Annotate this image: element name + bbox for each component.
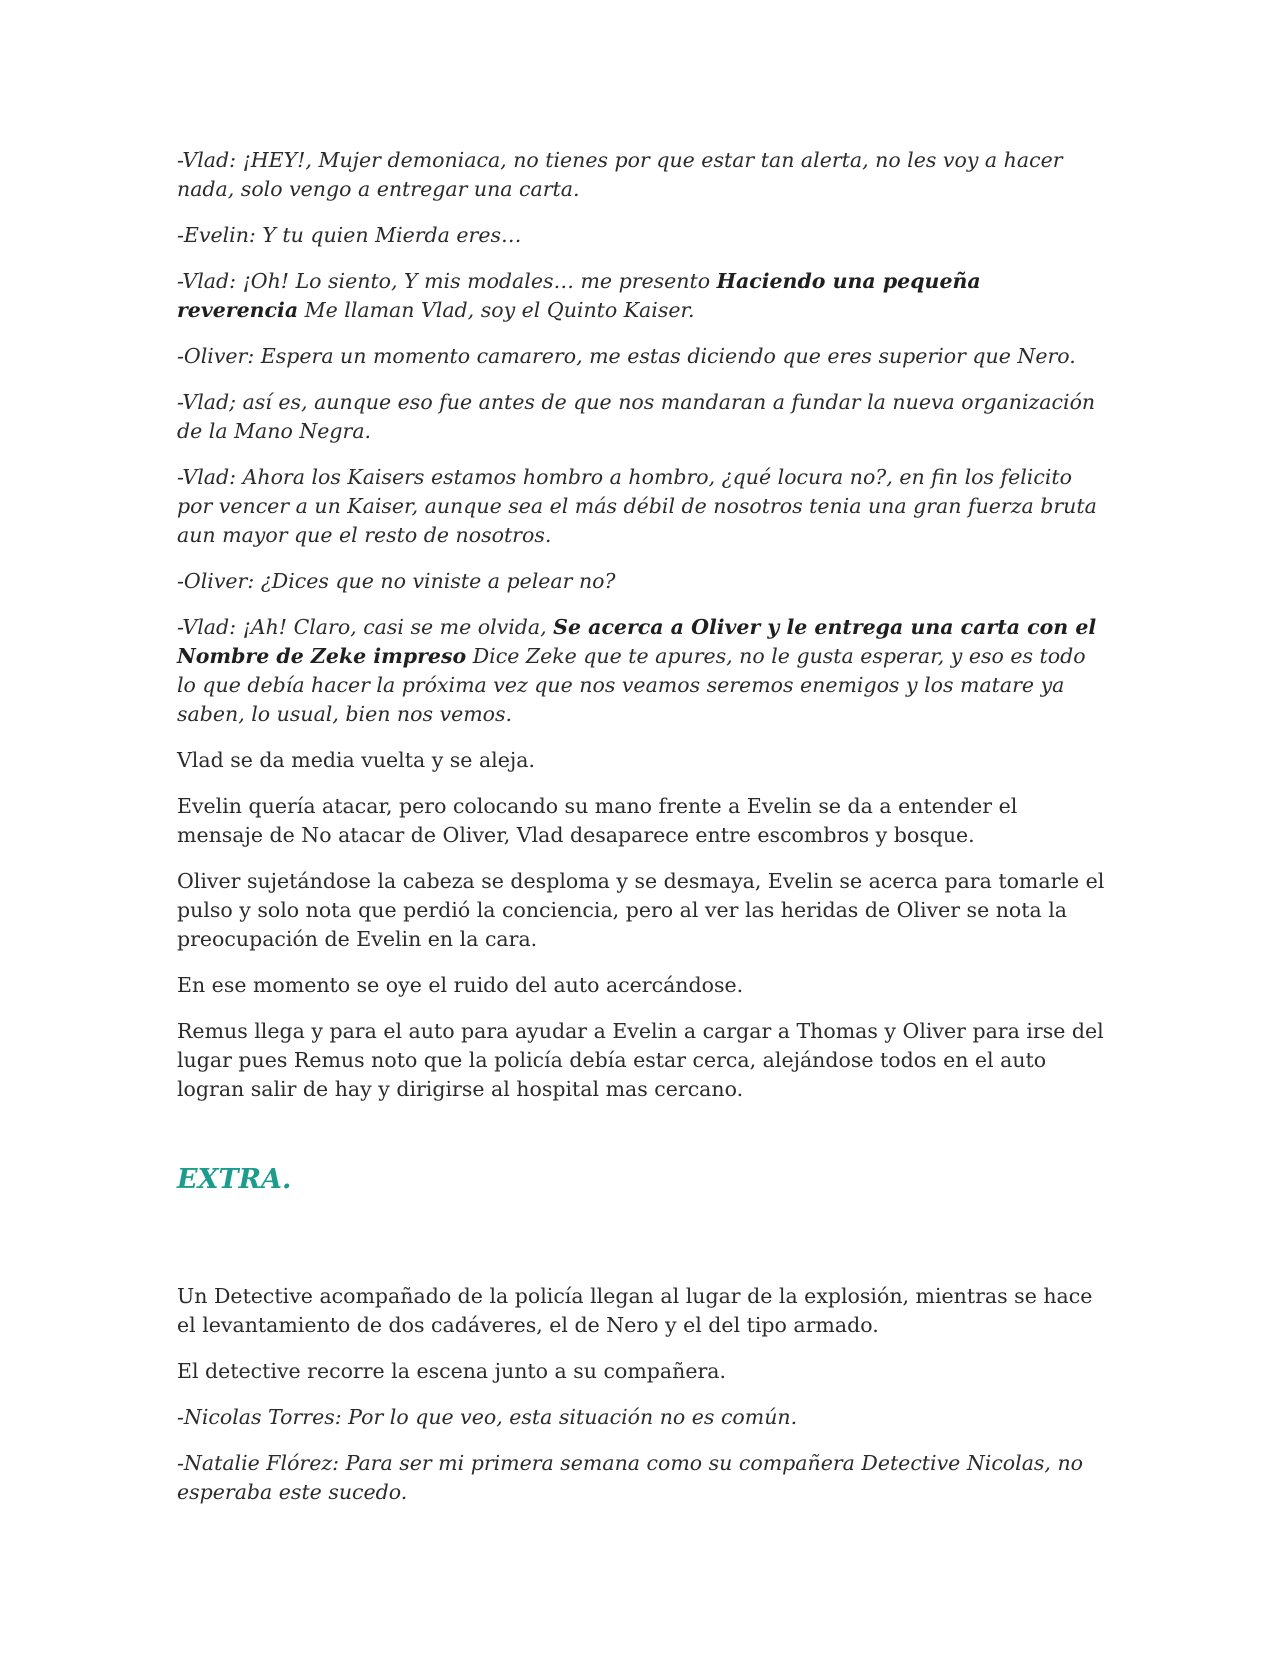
paragraph-text: Un Detective acompañado de la policía llegan al lugar de la explosión, mientras se hace el levantamiento de dos cadáveres, el de Nero y el del tipo armado. <box>177 1284 1093 1337</box>
paragraph-text: -Natalie Flórez: Para ser mi primera semana como su compañera Detective Nicolas, no esperaba este sucedo. <box>177 1451 1084 1504</box>
dialogue-paragraph <box>177 1403 1107 1432</box>
dialogue-paragraph <box>177 342 1107 371</box>
paragraph-text: Remus llega y para el auto para ayudar a Evelin a cargar a Thomas y Oliver para irse del lugar pues Remus noto que la policía debía estar cerca, alejándose todos en el auto logran salir de hay y dirigirse al hospital mas cercano. <box>177 1019 1104 1101</box>
section-heading-extra: EXTRA. <box>177 1164 292 1195</box>
paragraph-text: -Evelin: Y tu quien Mierda eres… <box>177 223 522 247</box>
document-page <box>177 146 1107 1524</box>
stage-direction: Haciendo una pequeña reverencia <box>177 269 981 322</box>
dialogue-paragraph <box>177 146 1107 204</box>
dialogue-paragraph <box>177 1449 1107 1507</box>
extra-section <box>177 1282 1107 1507</box>
dialogue-paragraph <box>177 388 1107 446</box>
paragraph-text: Evelin quería atacar, pero colocando su mano frente a Evelin se da a entender el mensaje de No atacar de Oliver, Vlad desaparece entre escombros y bosque. <box>177 794 1018 847</box>
story-section <box>177 146 1107 1104</box>
paragraph-text: Dice Zeke que te apures, no le gusta esperar, y eso es todo lo que debía hacer la próxima vez que nos veamos seremos enemigos y los matare ya saben, lo usual, bien nos vemos. <box>177 644 1086 726</box>
narration-paragraph <box>177 746 1107 775</box>
paragraph-text: -Vlad: ¡HEY!, Mujer demoniaca, no tienes por que estar tan alerta, no les voy a hacer nada, solo vengo a entregar una carta. <box>177 148 1063 201</box>
paragraph-text: -Oliver: Espera un momento camarero, me estas diciendo que eres superior que Nero. <box>177 344 1076 368</box>
paragraph-text: -Vlad; así es, aunque eso fue antes de que nos mandaran a fundar la nueva organización de la Mano Negra. <box>177 390 1096 443</box>
dialogue-paragraph <box>177 613 1107 729</box>
dialogue-paragraph <box>177 567 1107 596</box>
narration-paragraph <box>177 1017 1107 1104</box>
paragraph-text: Vlad se da media vuelta y se aleja. <box>177 748 535 772</box>
paragraph-text: -Vlad: Ahora los Kaisers estamos hombro a hombro, ¿qué locura no?, en fin los felicito por vencer a un Kaiser, aunque sea el más débil de nosotros tenia una gran fuerza bruta aun mayor que el resto de nosotros. <box>177 465 1097 547</box>
paragraph-text: Me llaman Vlad, soy el Quinto Kaiser. <box>298 298 695 322</box>
paragraph-text: -Vlad: ¡Oh! Lo siento, Y mis modales… me presento <box>177 269 717 293</box>
paragraph-text: En ese momento se oye el ruido del auto acercándose. <box>177 973 744 997</box>
narration-paragraph <box>177 792 1107 850</box>
narration-paragraph <box>177 1282 1107 1340</box>
stage-direction: Se acerca a Oliver y le entrega una carta con el Nombre de Zeke impreso <box>177 615 1097 668</box>
paragraph-text: -Nicolas Torres: Por lo que veo, esta situación no es común. <box>177 1405 798 1429</box>
paragraph-text: Oliver sujetándose la cabeza se desploma y se desmaya, Evelin se acerca para tomarle el pulso y solo nota que perdió la conciencia, pero al ver las heridas de Oliver se nota la preocupación de Evelin en la cara. <box>177 869 1105 951</box>
paragraph-text: -Oliver: ¿Dices que no viniste a pelear no? <box>177 569 616 593</box>
paragraph-text: -Vlad: ¡Ah! Claro, casi se me olvida, <box>177 615 554 639</box>
dialogue-paragraph <box>177 221 1107 250</box>
dialogue-paragraph <box>177 267 1107 325</box>
narration-paragraph <box>177 867 1107 954</box>
paragraph-text: El detective recorre la escena junto a su compañera. <box>177 1359 726 1383</box>
narration-paragraph <box>177 971 1107 1000</box>
narration-paragraph <box>177 1357 1107 1386</box>
dialogue-paragraph <box>177 463 1107 550</box>
